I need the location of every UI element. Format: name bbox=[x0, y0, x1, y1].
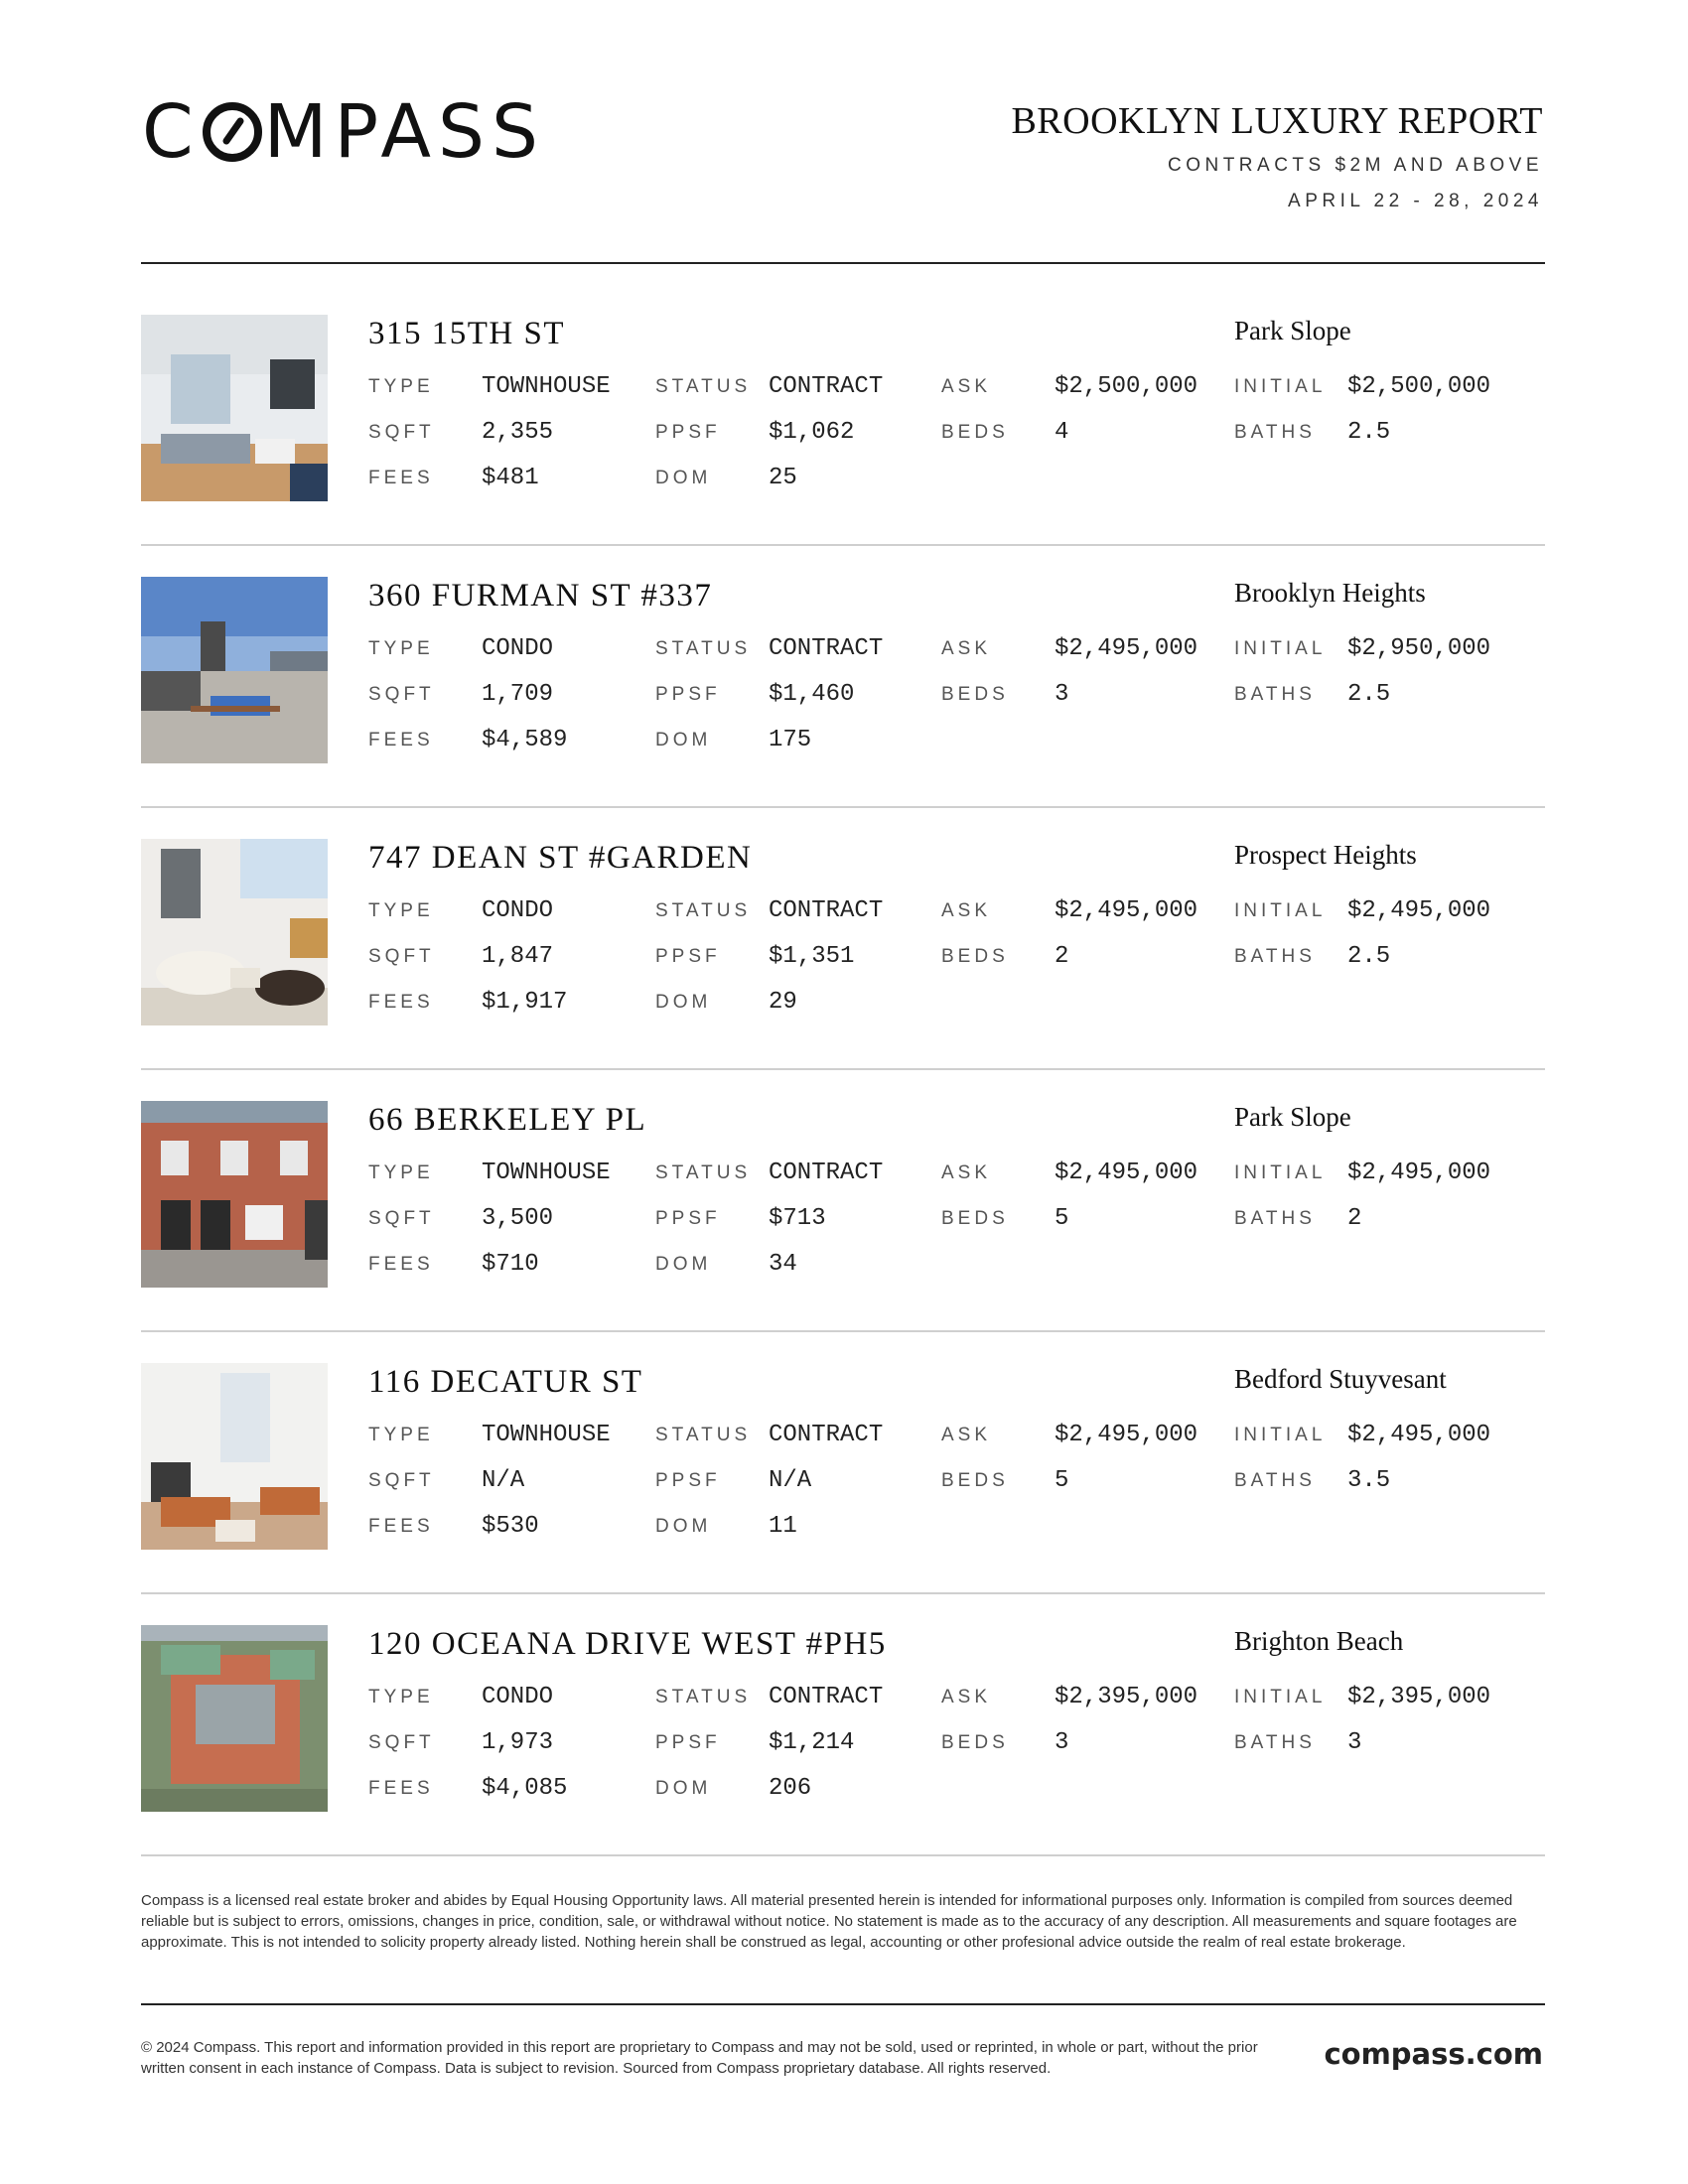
value-ppsf: $713 bbox=[769, 1205, 826, 1232]
compass-logo: C MPASS bbox=[142, 89, 545, 175]
value-ppsf: $1,062 bbox=[769, 419, 855, 446]
value-status: CONTRACT bbox=[769, 373, 884, 400]
label-beds: BEDS bbox=[941, 1470, 1009, 1491]
value-beds: 5 bbox=[1055, 1467, 1069, 1494]
label-baths: BATHS bbox=[1234, 422, 1316, 443]
label-baths: BATHS bbox=[1234, 1470, 1316, 1491]
listing-card[interactable] bbox=[141, 1048, 1545, 1310]
label-type: TYPE bbox=[368, 638, 434, 659]
label-sqft: SQFT bbox=[368, 946, 435, 967]
listing-photo[interactable] bbox=[141, 839, 328, 1025]
listing-neighborhood: Prospect Heights bbox=[1234, 840, 1417, 870]
value-initial: $2,495,000 bbox=[1347, 1422, 1491, 1448]
compass-o-logo-icon bbox=[201, 101, 264, 163]
value-sqft: 1,973 bbox=[482, 1729, 554, 1756]
label-baths: BATHS bbox=[1234, 946, 1316, 967]
listing-card[interactable] bbox=[141, 786, 1545, 1048]
label-status: STATUS bbox=[655, 900, 752, 921]
listing-neighborhood: Bedford Stuyvesant bbox=[1234, 1364, 1447, 1394]
value-beds: 3 bbox=[1055, 681, 1069, 708]
listing-divider bbox=[141, 1854, 1545, 1856]
label-ask: ASK bbox=[941, 638, 992, 659]
label-fees: FEES bbox=[368, 1516, 434, 1537]
label-status: STATUS bbox=[655, 638, 752, 659]
value-ask: $2,495,000 bbox=[1055, 1160, 1198, 1186]
value-status: CONTRACT bbox=[769, 1684, 884, 1710]
report-subtitle: CONTRACTS $2M AND ABOVE bbox=[1167, 155, 1543, 176]
listing-address: 747 DEAN ST #GARDEN bbox=[368, 840, 753, 876]
label-type: TYPE bbox=[368, 1687, 434, 1707]
value-baths: 2.5 bbox=[1347, 681, 1391, 708]
label-ask: ASK bbox=[941, 376, 992, 397]
listing-photo[interactable] bbox=[141, 315, 328, 501]
label-baths: BATHS bbox=[1234, 1732, 1316, 1753]
value-baths: 2.5 bbox=[1347, 419, 1391, 446]
label-ask: ASK bbox=[941, 1425, 992, 1445]
listing-address: 66 BERKELEY PL bbox=[368, 1102, 647, 1138]
label-dom: DOM bbox=[655, 1254, 712, 1275]
label-ppsf: PPSF bbox=[655, 1470, 721, 1491]
label-initial: INITIAL bbox=[1234, 1425, 1327, 1445]
label-dom: DOM bbox=[655, 1516, 712, 1537]
report-date: APRIL 22 - 28, 2024 bbox=[1288, 191, 1543, 211]
label-fees: FEES bbox=[368, 1778, 434, 1799]
value-fees: $710 bbox=[482, 1251, 539, 1278]
label-fees: FEES bbox=[368, 992, 434, 1013]
value-sqft: 3,500 bbox=[482, 1205, 554, 1232]
value-baths: 3 bbox=[1347, 1729, 1362, 1756]
value-ppsf: $1,460 bbox=[769, 681, 855, 708]
value-initial: $2,495,000 bbox=[1347, 1160, 1491, 1186]
value-ask: $2,495,000 bbox=[1055, 635, 1198, 662]
listing-card[interactable] bbox=[141, 1310, 1545, 1572]
label-type: TYPE bbox=[368, 1162, 434, 1183]
label-sqft: SQFT bbox=[368, 422, 435, 443]
listing-address: 360 FURMAN ST #337 bbox=[368, 578, 713, 614]
value-status: CONTRACT bbox=[769, 897, 884, 924]
value-dom: 11 bbox=[769, 1513, 797, 1540]
label-dom: DOM bbox=[655, 730, 712, 751]
value-beds: 2 bbox=[1055, 943, 1069, 970]
label-beds: BEDS bbox=[941, 422, 1009, 443]
label-status: STATUS bbox=[655, 376, 752, 397]
listing-address: 116 DECATUR ST bbox=[368, 1364, 643, 1400]
label-dom: DOM bbox=[655, 992, 712, 1013]
label-initial: INITIAL bbox=[1234, 1162, 1327, 1183]
label-ppsf: PPSF bbox=[655, 684, 721, 705]
value-type: TOWNHOUSE bbox=[482, 1160, 611, 1186]
value-type: CONDO bbox=[482, 1684, 554, 1710]
value-status: CONTRACT bbox=[769, 635, 884, 662]
label-baths: BATHS bbox=[1234, 1208, 1316, 1229]
label-initial: INITIAL bbox=[1234, 638, 1327, 659]
label-fees: FEES bbox=[368, 1254, 434, 1275]
footer-divider bbox=[141, 2003, 1545, 2005]
value-dom: 34 bbox=[769, 1251, 797, 1278]
label-initial: INITIAL bbox=[1234, 376, 1327, 397]
listing-neighborhood: Park Slope bbox=[1234, 316, 1351, 345]
label-ppsf: PPSF bbox=[655, 946, 721, 967]
label-dom: DOM bbox=[655, 1778, 712, 1799]
label-ask: ASK bbox=[941, 900, 992, 921]
label-initial: INITIAL bbox=[1234, 900, 1327, 921]
value-type: CONDO bbox=[482, 897, 554, 924]
value-beds: 4 bbox=[1055, 419, 1069, 446]
label-type: TYPE bbox=[368, 900, 434, 921]
label-dom: DOM bbox=[655, 468, 712, 488]
label-sqft: SQFT bbox=[368, 1208, 435, 1229]
label-beds: BEDS bbox=[941, 946, 1009, 967]
value-initial: $2,395,000 bbox=[1347, 1684, 1491, 1710]
value-type: CONDO bbox=[482, 635, 554, 662]
value-ppsf: $1,214 bbox=[769, 1729, 855, 1756]
value-ask: $2,495,000 bbox=[1055, 897, 1198, 924]
value-ask: $2,495,000 bbox=[1055, 1422, 1198, 1448]
value-fees: $530 bbox=[482, 1513, 539, 1540]
report-title: BROOKLYN LUXURY REPORT bbox=[1011, 100, 1543, 142]
label-sqft: SQFT bbox=[368, 684, 435, 705]
value-ppsf: N/A bbox=[769, 1467, 812, 1494]
value-sqft: 1,709 bbox=[482, 681, 554, 708]
label-beds: BEDS bbox=[941, 1732, 1009, 1753]
value-type: TOWNHOUSE bbox=[482, 373, 611, 400]
listing-address: 315 15TH ST bbox=[368, 316, 565, 351]
listing-address: 120 OCEANA DRIVE WEST #PH5 bbox=[368, 1626, 887, 1662]
copyright-notice: © 2024 Compass. This report and information provided in this report are proprietary to Compass and may not be sold, used or reprinted, in whole or part, without the prior written consent in each instance of Compass. Data is subject to revision. Sourced from Compass proprietary database. All rights reserved. bbox=[141, 2039, 1258, 2077]
value-baths: 2 bbox=[1347, 1205, 1362, 1232]
label-ppsf: PPSF bbox=[655, 1208, 721, 1229]
label-sqft: SQFT bbox=[368, 1732, 435, 1753]
listing-photo[interactable] bbox=[141, 577, 328, 763]
label-status: STATUS bbox=[655, 1425, 752, 1445]
value-beds: 3 bbox=[1055, 1729, 1069, 1756]
listing-photo[interactable] bbox=[141, 1625, 328, 1812]
value-dom: 29 bbox=[769, 989, 797, 1016]
listing-card[interactable] bbox=[141, 1572, 1545, 1835]
label-type: TYPE bbox=[368, 1425, 434, 1445]
value-dom: 206 bbox=[769, 1775, 812, 1802]
legal-disclaimer: Compass is a licensed real estate broker and abides by Equal Housing Opportunity laws. All material presented herein is intended for informational purposes only. Information is compiled from sources deemed reliable but is subject to errors, omissions, changes in price, condition, sale, or withdrawal without notice. No statement is made as to the accuracy of any description. All measurements and square footages are approximate. This is not intended to solicity property already listed. Nothing herein shall be construed as legal, accounting or other profesional advice outside the realm of real estate brokerage. bbox=[141, 1892, 1517, 1951]
label-status: STATUS bbox=[655, 1687, 752, 1707]
value-fees: $4,085 bbox=[482, 1775, 568, 1802]
label-beds: BEDS bbox=[941, 684, 1009, 705]
value-sqft: N/A bbox=[482, 1467, 525, 1494]
value-sqft: 1,847 bbox=[482, 943, 554, 970]
value-ask: $2,500,000 bbox=[1055, 373, 1198, 400]
value-baths: 2.5 bbox=[1347, 943, 1391, 970]
value-baths: 3.5 bbox=[1347, 1467, 1391, 1494]
value-fees: $4,589 bbox=[482, 727, 568, 753]
value-beds: 5 bbox=[1055, 1205, 1069, 1232]
value-sqft: 2,355 bbox=[482, 419, 554, 446]
value-fees: $1,917 bbox=[482, 989, 568, 1016]
value-initial: $2,495,000 bbox=[1347, 897, 1491, 924]
value-fees: $481 bbox=[482, 465, 539, 491]
label-beds: BEDS bbox=[941, 1208, 1009, 1229]
label-fees: FEES bbox=[368, 730, 434, 751]
value-initial: $2,950,000 bbox=[1347, 635, 1491, 662]
label-ask: ASK bbox=[941, 1687, 992, 1707]
label-fees: FEES bbox=[368, 468, 434, 488]
label-type: TYPE bbox=[368, 376, 434, 397]
listing-neighborhood: Brooklyn Heights bbox=[1234, 578, 1426, 608]
listing-neighborhood: Brighton Beach bbox=[1234, 1626, 1404, 1656]
listing-card[interactable] bbox=[141, 262, 1545, 524]
value-status: CONTRACT bbox=[769, 1422, 884, 1448]
label-status: STATUS bbox=[655, 1162, 752, 1183]
listing-card[interactable] bbox=[141, 524, 1545, 786]
value-ppsf: $1,351 bbox=[769, 943, 855, 970]
value-dom: 25 bbox=[769, 465, 797, 491]
label-baths: BATHS bbox=[1234, 684, 1316, 705]
site-link[interactable]: compass.com bbox=[1324, 2037, 1543, 2071]
label-ask: ASK bbox=[941, 1162, 992, 1183]
value-status: CONTRACT bbox=[769, 1160, 884, 1186]
label-initial: INITIAL bbox=[1234, 1687, 1327, 1707]
value-dom: 175 bbox=[769, 727, 812, 753]
listing-photo[interactable] bbox=[141, 1363, 328, 1550]
label-sqft: SQFT bbox=[368, 1470, 435, 1491]
label-ppsf: PPSF bbox=[655, 1732, 721, 1753]
value-ask: $2,395,000 bbox=[1055, 1684, 1198, 1710]
listing-neighborhood: Park Slope bbox=[1234, 1102, 1351, 1132]
value-type: TOWNHOUSE bbox=[482, 1422, 611, 1448]
listing-photo[interactable] bbox=[141, 1101, 328, 1288]
label-ppsf: PPSF bbox=[655, 422, 721, 443]
value-initial: $2,500,000 bbox=[1347, 373, 1491, 400]
